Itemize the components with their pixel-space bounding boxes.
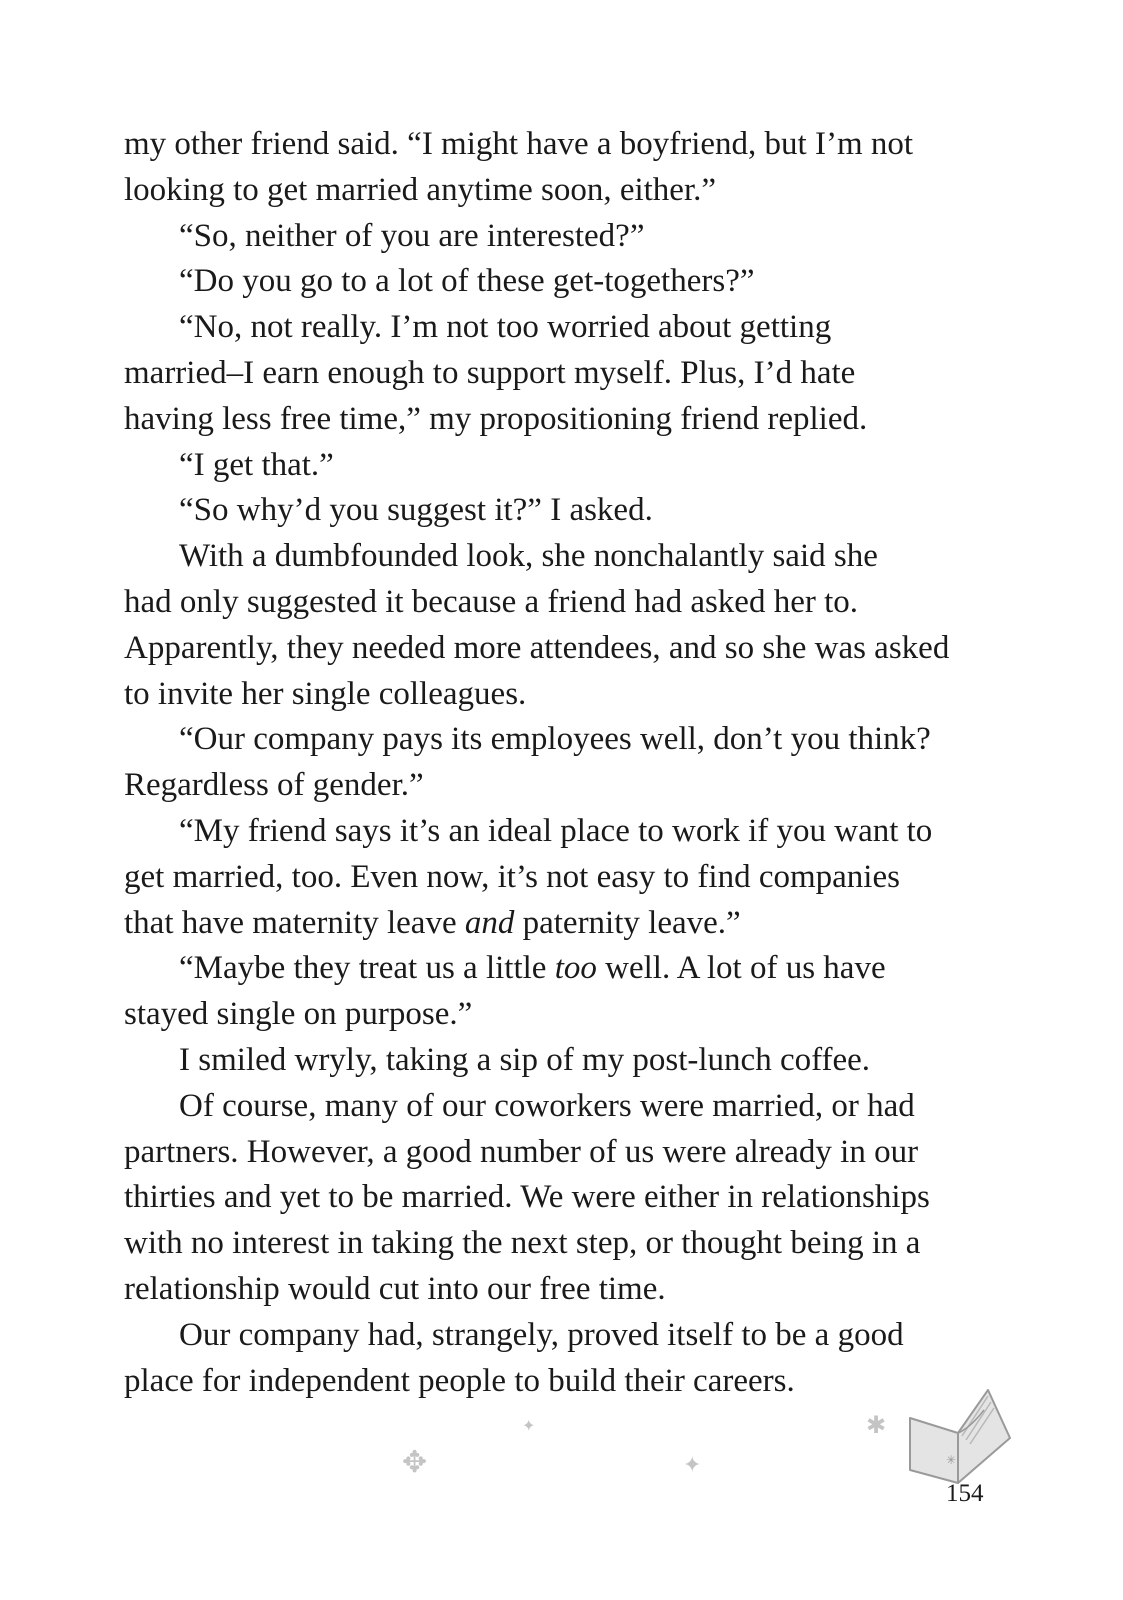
sparkle-ornament-icon: ✦ xyxy=(522,1416,536,1435)
text-segment: with no interest in taking the next step, or thought being in a xyxy=(124,1225,921,1262)
cross-ornament-icon: ✥ xyxy=(402,1445,428,1480)
paragraph xyxy=(124,214,1014,260)
text-segment: my other friend said. “I might have a boyfriend, but I’m not xyxy=(124,126,914,162)
paragraph xyxy=(124,717,1014,809)
text-segment: to invite her single colleagues. xyxy=(124,675,527,712)
text-segment: that have maternity leave xyxy=(124,904,465,941)
paragraph xyxy=(124,809,1014,946)
text-segment: thirties and yet to be married. We were either in relationships xyxy=(124,1179,930,1216)
text-segment: “Our company pays its employees well, don’t you think? xyxy=(179,721,931,758)
text-segment: “Do you go to a lot of these get-togethers?” xyxy=(179,263,755,300)
paragraph xyxy=(124,1038,1014,1084)
text-segment: “My friend says it’s an ideal place to work if you want to xyxy=(179,812,933,849)
page-number: 154 xyxy=(946,1480,984,1507)
paragraph xyxy=(124,488,1014,534)
text-segment: relationship would cut into our free time. xyxy=(124,1270,666,1307)
text-segment: “No, not really. I’m not too worried about getting xyxy=(179,309,832,346)
paragraph xyxy=(124,946,1014,1038)
paragraph xyxy=(124,534,1014,717)
paragraph xyxy=(124,259,1014,305)
text-segment: “So, neither of you are interested?” xyxy=(179,217,645,254)
italic-text: and xyxy=(464,904,515,941)
text-segment: paternity leave.” xyxy=(514,904,741,941)
italic-text: too xyxy=(554,950,597,987)
text-segment: stayed single on purpose.” xyxy=(124,996,473,1033)
text-segment: Regardless of gender.” xyxy=(124,767,424,804)
paragraph xyxy=(124,1313,1014,1405)
text-segment: place for independent people to build their careers. xyxy=(124,1362,795,1399)
asterisk-ornament-icon: ✱ xyxy=(866,1411,887,1439)
text-segment: partners. However, a good number of us were already in our xyxy=(124,1133,919,1170)
sparkle-ornament-icon: ✦ xyxy=(683,1453,702,1478)
text-segment: “I get that.” xyxy=(179,446,334,483)
text-segment: “Maybe they treat us a little xyxy=(179,950,555,987)
paragraph xyxy=(124,122,1014,214)
text-segment: I smiled wryly, taking a sip of my post-lunch coffee. xyxy=(179,1041,871,1078)
text-segment: having less free time,” my propositioning friend replied. xyxy=(124,400,868,437)
text-segment: well. A lot of us have xyxy=(596,950,886,987)
paragraph xyxy=(124,1084,1014,1313)
open-book-icon xyxy=(900,1378,1015,1486)
text-segment: Our company had, strangely, proved itself to be a good xyxy=(179,1316,904,1353)
text-segment: get married, too. Even now, it’s not easy to find companies xyxy=(124,858,900,895)
text-segment: married–I earn enough to support myself. Plus, I’d hate xyxy=(124,354,856,391)
paragraph xyxy=(124,443,1014,489)
text-segment: looking to get married anytime soon, either.” xyxy=(124,171,717,208)
text-segment: Of course, many of our coworkers were married, or had xyxy=(179,1087,915,1124)
text-segment: Apparently, they needed more attendees, and so she was asked xyxy=(124,629,950,666)
body-text xyxy=(124,122,1014,1404)
svg-text:✳: ✳ xyxy=(946,1453,957,1467)
paragraph xyxy=(124,305,1014,442)
text-segment: With a dumbfounded look, she nonchalantly said she xyxy=(179,538,878,575)
text-segment: had only suggested it because a friend had asked her to. xyxy=(124,583,859,620)
text-segment: “So why’d you suggest it?” I asked. xyxy=(179,492,653,529)
